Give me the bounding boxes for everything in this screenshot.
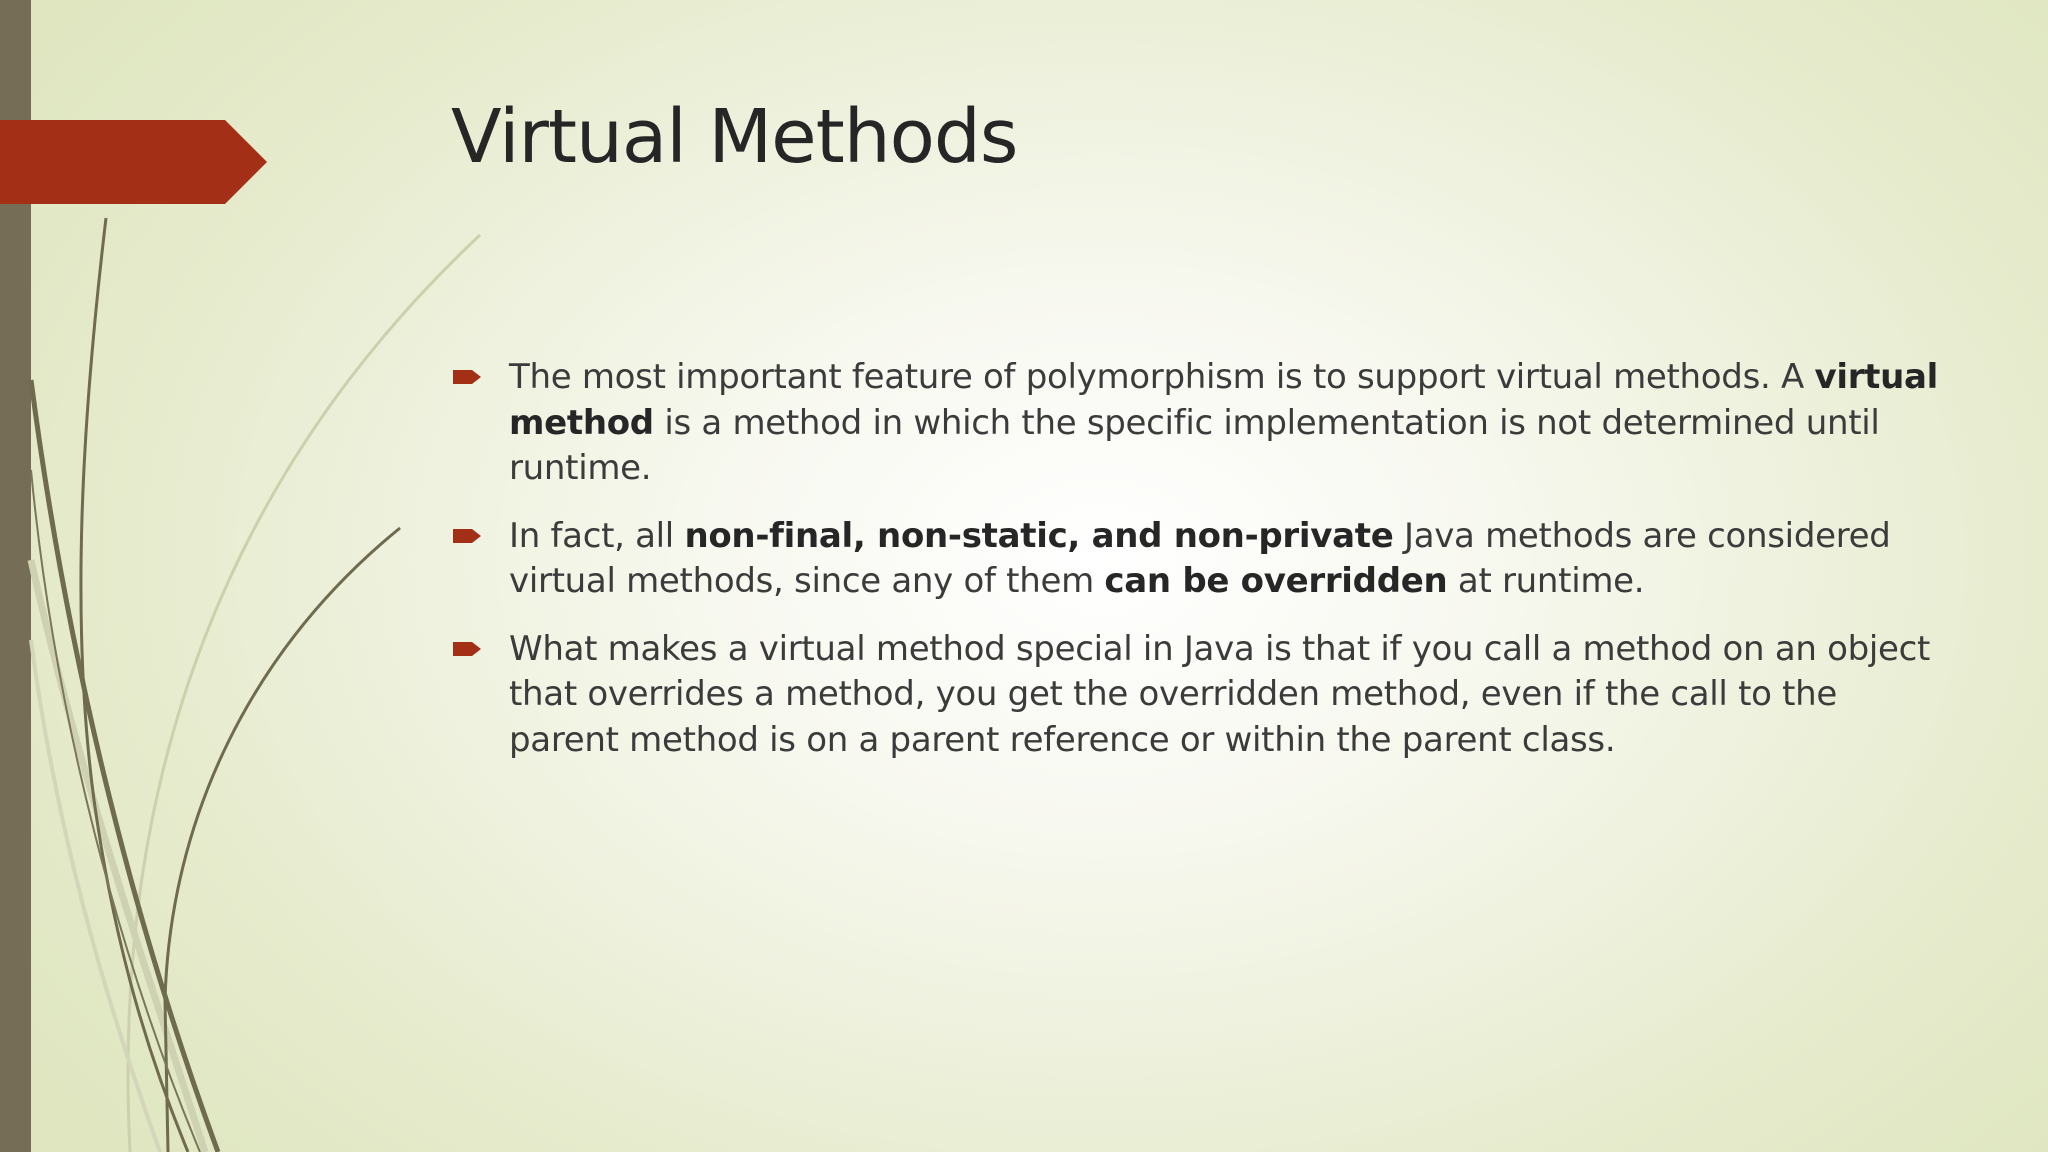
bullet-text: at runtime.	[1447, 561, 1645, 601]
arrow-right-icon	[453, 639, 483, 659]
arrow-right-icon	[453, 526, 483, 546]
bullet-text: is a method in which the specific implementation is not determined until runtime.	[509, 402, 1880, 488]
bullet-bold-text: non-final, non-static, and non-private	[684, 515, 1394, 556]
bullet-bold-text: can be overridden	[1104, 561, 1448, 601]
bullet-bold-text: virtual method	[509, 357, 1939, 443]
bullet-list	[451, 355, 1951, 785]
bullet-text: Java methods are considered virtual methods, since any of them	[509, 515, 1891, 601]
slide-title: Virtual Methods	[451, 94, 1018, 180]
bullet-item	[451, 627, 1951, 764]
bullet-text: The most important feature of polymorphism is to support virtual methods. A	[509, 357, 1815, 397]
bullet-text: In fact, all	[509, 515, 685, 556]
bullet-text: What makes a virtual method special in Java is that if you call a method on an object that overrides a method, you get the overridden method, even if the call to the parent method is on a parent reference or within the parent class.	[509, 628, 1931, 760]
bullet-item	[451, 514, 1951, 605]
bullet-item	[451, 355, 1951, 492]
arrow-right-icon	[453, 367, 483, 387]
